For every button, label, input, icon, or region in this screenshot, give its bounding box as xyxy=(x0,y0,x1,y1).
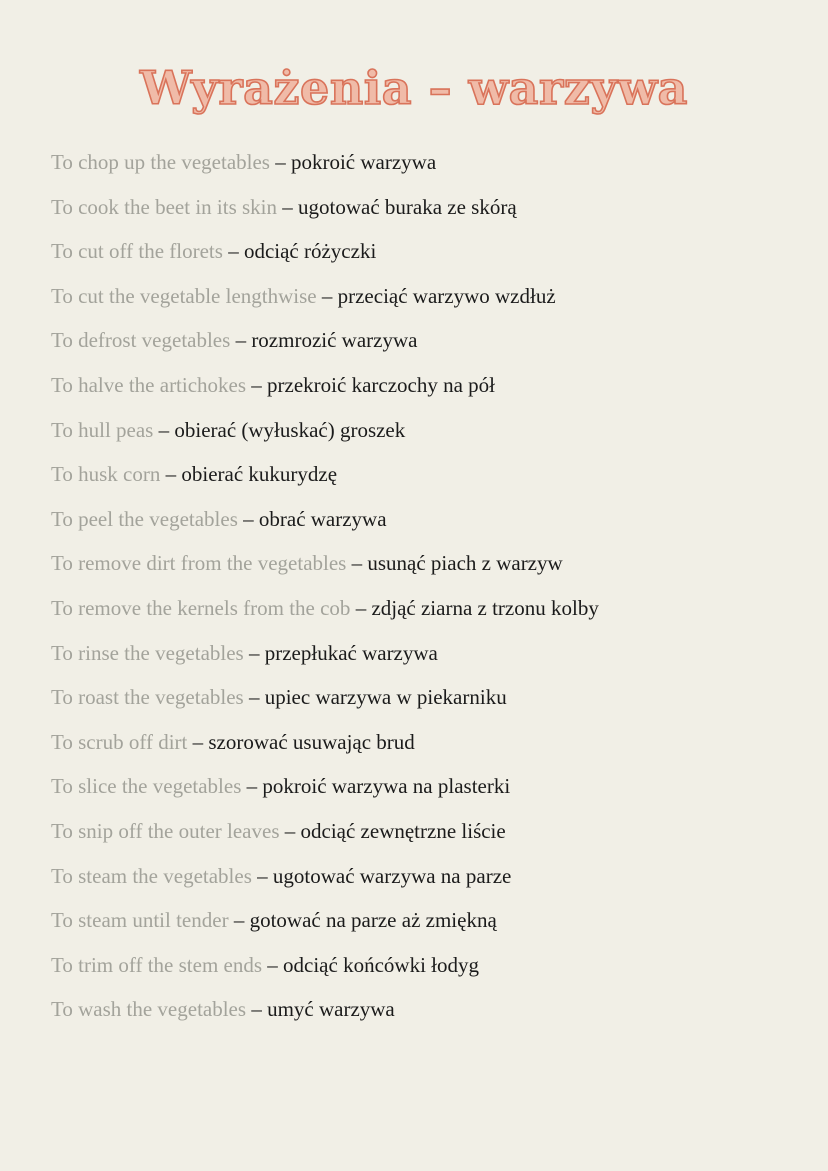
phrase-row xyxy=(51,675,811,720)
separator: – xyxy=(153,417,175,442)
phrase-row xyxy=(51,943,811,988)
polish-translation: ugotować warzywa na parze xyxy=(272,863,512,888)
phrase-row xyxy=(51,764,811,809)
english-phrase: To steam until tender xyxy=(51,908,229,933)
phrase-row xyxy=(51,140,811,185)
polish-translation: umyć warzywa xyxy=(267,997,395,1022)
english-phrase: To wash the vegetables xyxy=(51,997,247,1022)
phrase-row xyxy=(51,452,811,497)
separator: – xyxy=(237,506,259,531)
polish-translation: obrać warzywa xyxy=(258,506,387,531)
english-phrase: To cook the beet in its skin xyxy=(51,194,277,219)
separator: – xyxy=(277,194,298,219)
phrase-row xyxy=(51,854,811,899)
polish-translation: pokroić warzywa na plasterki xyxy=(262,774,511,799)
english-phrase: To steam the vegetables xyxy=(51,863,252,888)
english-phrase: To snip off the outer leaves xyxy=(51,818,280,843)
polish-translation: odciąć zewnętrzne liście xyxy=(300,818,506,843)
polish-translation: rozmrozić warzywa xyxy=(251,328,418,353)
polish-translation: upiec warzywa w piekarniku xyxy=(264,685,507,710)
english-phrase: To peel the vegetables xyxy=(51,506,238,531)
phrase-row xyxy=(51,898,811,943)
phrase-row xyxy=(51,586,811,631)
separator: – xyxy=(246,372,268,397)
english-phrase: To cut the vegetable lengthwise xyxy=(51,283,317,308)
phrase-row xyxy=(51,185,811,230)
polish-translation: pokroić warzywa xyxy=(290,150,437,174)
page-title: Wyrażenia – warzywa xyxy=(140,61,688,115)
separator: – xyxy=(222,239,244,264)
phrase-row xyxy=(51,809,811,854)
english-phrase: To roast the vegetables xyxy=(51,685,244,710)
polish-translation: usunąć piach z warzyw xyxy=(367,551,563,576)
english-phrase: To hull peas xyxy=(51,417,154,442)
separator: – xyxy=(243,685,265,710)
separator: – xyxy=(243,640,265,665)
separator: – xyxy=(187,729,209,754)
phrase-row xyxy=(51,229,811,274)
polish-translation: obierać (wyłuskać) groszek xyxy=(174,417,406,442)
separator: – xyxy=(269,150,291,174)
phrase-row xyxy=(51,363,811,408)
english-phrase: To remove dirt from the vegetables xyxy=(51,551,347,576)
polish-translation: odciąć końcówki łodyg xyxy=(283,952,479,977)
phrase-row xyxy=(51,318,811,363)
phrase-row xyxy=(51,408,811,453)
polish-translation: zdjąć ziarna z trzonu kolby xyxy=(371,595,599,620)
polish-translation: przeciąć warzywo wzdłuż xyxy=(337,283,556,308)
english-phrase: To halve the artichokes xyxy=(51,372,247,397)
phrase-row xyxy=(51,497,811,542)
separator: – xyxy=(279,818,301,843)
separator: – xyxy=(228,908,250,933)
english-phrase: To slice the vegetables xyxy=(51,774,242,799)
separator: – xyxy=(230,328,252,353)
separator: – xyxy=(316,283,338,308)
polish-translation: przekroić karczochy na pół xyxy=(267,372,496,397)
english-phrase: To rinse the vegetables xyxy=(51,640,244,665)
phrase-row xyxy=(51,631,811,676)
polish-translation: przepłukać warzywa xyxy=(264,640,438,665)
english-phrase: To scrub off dirt xyxy=(51,729,188,754)
polish-translation: odciąć różyczki xyxy=(243,239,377,264)
phrase-row xyxy=(51,274,811,319)
separator: – xyxy=(346,551,368,576)
separator: – xyxy=(350,595,372,620)
english-phrase: To husk corn xyxy=(51,462,161,487)
english-phrase: To cut off the florets xyxy=(51,239,223,264)
phrase-row xyxy=(51,720,811,765)
phrase-row xyxy=(51,541,811,586)
english-phrase: To chop up the vegetables xyxy=(51,150,270,174)
english-phrase: To trim off the stem ends xyxy=(51,952,263,977)
separator: – xyxy=(246,997,268,1022)
separator: – xyxy=(160,462,182,487)
english-phrase: To defrost vegetables xyxy=(51,328,231,353)
phrase-row xyxy=(51,987,811,1032)
english-phrase: To remove the kernels from the cob xyxy=(51,595,351,620)
separator: – xyxy=(251,863,273,888)
separator: – xyxy=(262,952,284,977)
polish-translation: obierać kukurydzę xyxy=(181,462,338,487)
polish-translation: gotować na parze aż zmiękną xyxy=(249,908,497,933)
polish-translation: ugotować buraka ze skórą xyxy=(298,194,517,219)
separator: – xyxy=(241,774,263,799)
phrase-list xyxy=(51,140,811,1032)
polish-translation: szorować usuwając brud xyxy=(208,729,415,754)
